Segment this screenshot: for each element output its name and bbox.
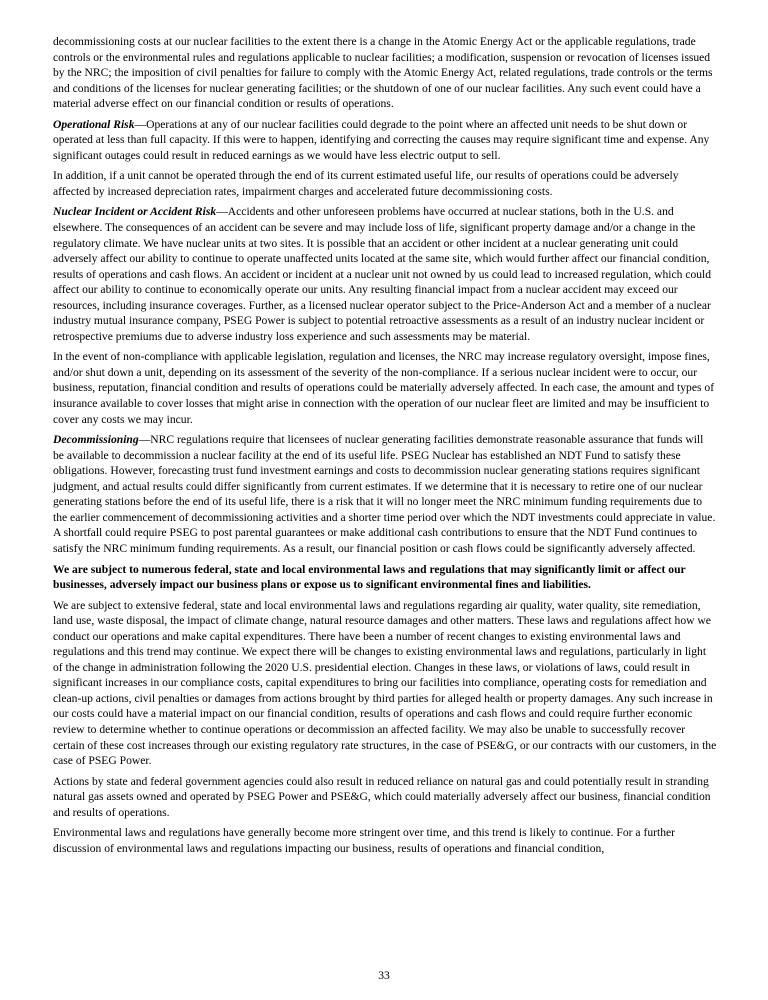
paragraph-text: In addition, if a unit cannot be operated through the end of its current estimated useful life, our results of operations could be adversely affected by increased depreciation rates, impairment charges and accelerated future decommissioning costs.	[53, 169, 679, 198]
document-page	[53, 34, 717, 861]
paragraph-natural-gas	[53, 774, 717, 821]
page-number: 33	[378, 969, 390, 982]
paragraph-text: —Operations at any of our nuclear facilities could degrade to the point where an affected unit needs to be shut down or operated at less than full capacity. If this were to happen, identifying and correcting the causes may require significant time and expense. Any significant outages could result in reduced earnings as we would have less electric output to sell.	[53, 117, 710, 162]
paragraph-text: —Accidents and other unforeseen problems have occurred at nuclear stations, both in the U.S. and elsewhere. The consequences of an accident can be severe and may include loss of life, significant property damage and/or a change in the regulatory climate. We have nuclear units at two sites. It is possible that an accident or other incident at a nuclear generating unit could adversely affect our ability to continue to operate unaffected units located at the same site, which would further affect our financial condition, results of operations and cash flows. An accident or incident at a nuclear unit not owned by us could lead to increased regulation, which could affect our ability to continue to economically operate our units. Any resulting financial impact from a nuclear accident may exceed our resources, including insurance coverages. Further, as a licensed nuclear operator subject to the Price-Anderson Act and a member of a nuclear industry mutual insurance company, PSEG Power is subject to potential retroactive assessments as a result of an industry nuclear incident or retrospective premiums due to adverse industry loss experience and such assessments may be material.	[53, 205, 712, 343]
paragraph-environmental-regulations	[53, 598, 717, 769]
paragraph-nuclear-incident-risk	[53, 204, 717, 344]
decommissioning-lead: Decommissioning	[53, 433, 139, 447]
paragraph-operational-risk	[53, 117, 717, 164]
section-heading-environmental-laws: We are subject to numerous federal, state and local environmental laws and regulations that may significantly limit or affect our businesses, adversely impact our business plans or expose us to significant environmental fines and liabilities.	[53, 562, 686, 592]
paragraph-text: decommissioning costs at our nuclear facilities to the extent there is a change in the Atomic Energy Act or the applicable regulations, trade controls or the environmental rules and regulations applicable to nuclear facilities; a modification, suspension or revocation of licenses issued by the NRC; the imposition of civil penalties for failure to comply with the Atomic Energy Act, related regulations, trade controls or the terms and conditions of the licenses for nuclear generating facilities; or the shutdown of one of our nuclear facilities. Any such event could have a material adverse effect on our financial condition or results of operations.	[53, 35, 713, 111]
paragraph-decommissioning	[53, 432, 717, 556]
paragraph-text: Environmental laws and regulations have generally become more stringent over time, and this trend is likely to continue. For a further discussion of environmental laws and regulations impacting our business, results of operations and financial condition,	[53, 826, 676, 855]
nuclear-incident-risk-lead: Nuclear Incident or Accident Risk	[53, 205, 217, 219]
paragraph-decommissioning-costs	[53, 34, 717, 112]
paragraph-stringent-laws	[53, 825, 717, 856]
paragraph-text: —NRC regulations require that licensees of nuclear generating facilities demonstrate reasonable assurance that funds will be available to decommission a nuclear facility at the end of its useful life. PSEG Nuclear has established an NDT Fund to satisfy these obligations. However, forecasting trust fund investment earnings and costs to decommission nuclear generating stations requires significant judgment, and actual results could differ significantly from current estimates. If we determine that it is necessary to retire one of our nuclear generating stations before the end of its useful life, there is a risk that it will no longer meet the NRC minimum funding requirements due to the earlier commencement of decommissioning activities and a shorter time period over which the NDT investments could appreciate in value. A shortfall could require PSEG to post parental guarantees or make additional cash contributions to ensure that the NDT Fund continues to satisfy the NRC minimum funding requirements. As a result, our financial position or cash flows could be significantly adversely affected.	[53, 433, 716, 555]
paragraph-useful-life	[53, 168, 717, 199]
paragraph-text: We are subject to extensive federal, state and local environmental laws and regulations regarding air quality, water quality, site remediation, land use, waste disposal, the impact of climate change, natural resource damages and other matters. These laws and regulations affect how we conduct our operations and make capital expenditures. There have been a number of recent changes to existing environmental laws and regulations and this trend may continue. We expect there will be changes to existing environmental laws and regulations, particularly in light of the change in administration following the 2020 U.S. presidential election. Changes in these laws, or violations of laws, could result in significant increases in our compliance costs, capital expenditures to bring our facilities into compliance, operating costs for remediation and clean-up actions, civil penalties or damages from actions brought by third parties for alleged health or property damages. Any such increase in our costs could have a material impact on our financial condition, results of operations and cash flows and could require further economic review to determine whether to continue operations or decommission an affected facility. We may also be unable to successfully recover certain of these cost increases through our existing regulatory rate structures, in the case of PSE&G, or our contracts with our customers, in the case of PSEG Power.	[53, 598, 717, 768]
paragraph-text: Actions by state and federal government agencies could also result in reduced reliance on natural gas and could potentially result in stranding natural gas assets owned and operated by PSEG Power and PSE&G, which could materially adversely affect our business, financial condition and results of operations.	[53, 774, 711, 819]
paragraph-non-compliance	[53, 349, 717, 427]
operational-risk-lead: Operational Risk	[53, 117, 135, 131]
paragraph-text: In the event of non-compliance with applicable legislation, regulation and licenses, the NRC may increase regulatory oversight, impose fines, and/or shut down a unit, depending on its assessment of the severity of the non-compliance. If a serious nuclear incident were to occur, our business, reputation, financial condition and results of operations could be materially adversely affected. In each case, the amount and types of insurance available to cover losses that might arise in connection with the operation of our nuclear fleet are limited and may be insufficient to cover any costs we may incur.	[53, 350, 715, 426]
